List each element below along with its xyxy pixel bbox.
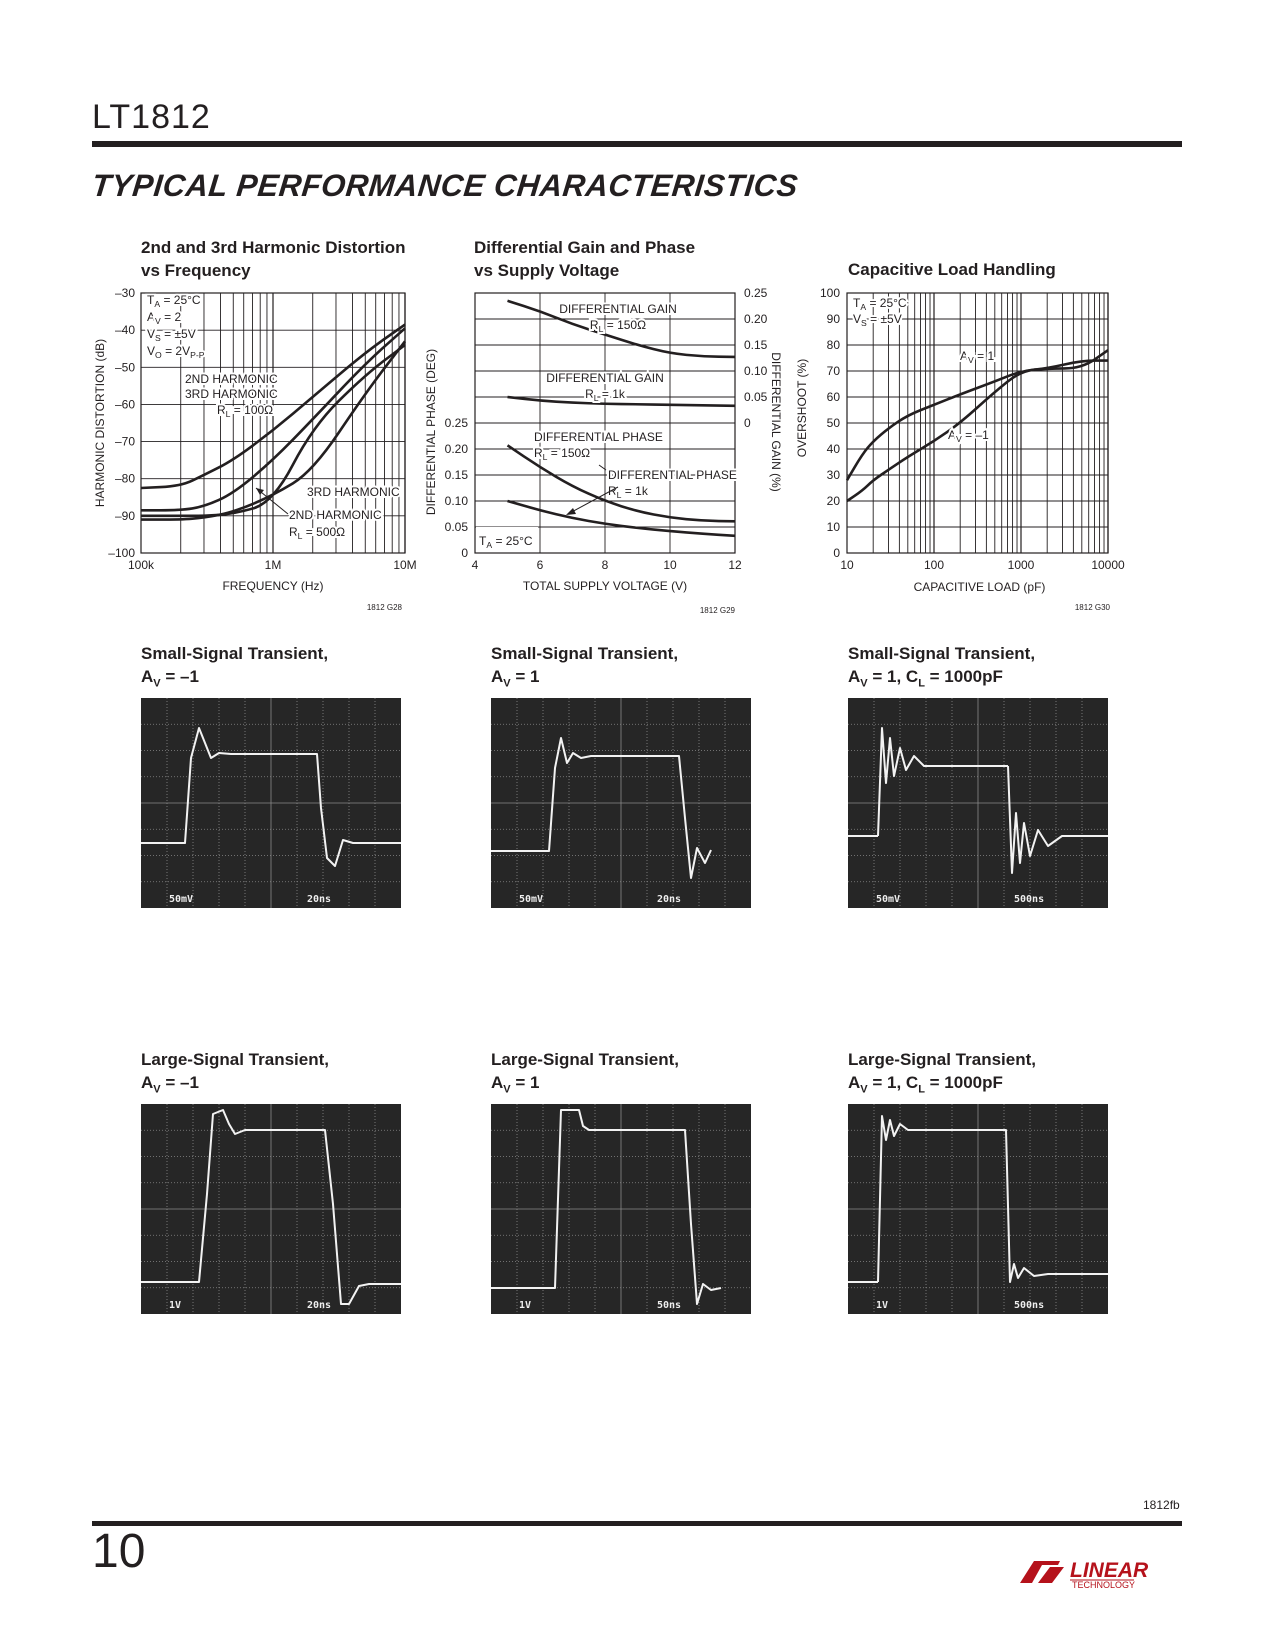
y-tick-label: 70 <box>826 364 840 378</box>
y-tick-label: –80 <box>114 471 135 486</box>
oscilloscope-screen <box>491 1104 751 1314</box>
scope-title-line: Large-Signal Transient, <box>141 1050 329 1069</box>
chart-title-line: Differential Gain and Phase <box>474 238 696 257</box>
logo-sub: TECHNOLOGY <box>1072 1580 1136 1590</box>
x-tick-label: 4 <box>471 558 479 572</box>
x-tick-label: 100k <box>127 558 155 572</box>
y-tick-label: 100 <box>819 286 840 300</box>
x-axis-label: CAPACITIVE LOAD (pF) <box>913 580 1046 594</box>
x-tick-label: 8 <box>601 558 609 572</box>
chart-title-harmonic <box>141 236 405 282</box>
x-axis-label: TOTAL SUPPLY VOLTAGE (V) <box>522 579 688 593</box>
time-per-div: 500ns <box>1014 894 1045 905</box>
part-number: LT1812 <box>92 98 211 136</box>
y-tick-label: 90 <box>826 312 840 326</box>
volts-per-div: 50mV <box>169 894 194 905</box>
y-tick-label: 30 <box>826 468 840 482</box>
page-number: 10 <box>92 1525 146 1578</box>
series-label: DIFFERENTIAL PHASE <box>534 430 663 444</box>
y-tick-label: 80 <box>826 338 840 352</box>
x-axis-label: FREQUENCY (Hz) <box>222 579 324 593</box>
doc-code: 1812fb <box>1143 1498 1180 1512</box>
y-right-tick-label: 0.05 <box>744 390 768 404</box>
y-tick-label: –30 <box>114 286 135 300</box>
y-tick-label: 20 <box>826 494 840 508</box>
y-tick-label: 0 <box>833 546 840 560</box>
oscilloscope-screen <box>141 698 401 908</box>
oscilloscope-screen <box>141 1104 401 1314</box>
x-tick-label: 10M <box>393 558 417 572</box>
annotation-label: $R_L = 100\Omega$ <box>217 403 274 419</box>
chart-title-line: 2nd and 3rd Harmonic Distortion <box>141 238 406 257</box>
series-label: DIFFERENTIAL PHASE <box>608 468 737 482</box>
scope-title-line: $A_V = -1$ <box>141 1073 199 1096</box>
leader-arrow <box>566 508 576 515</box>
y-axis-label: OVERSHOOT (%) <box>795 358 809 458</box>
y-left-tick-label: 0.05 <box>444 520 468 534</box>
volts-per-div: 1V <box>169 1300 182 1311</box>
y-tick-label: –100 <box>108 546 135 560</box>
footer-rule <box>92 1521 1182 1526</box>
x-tick-label: 12 <box>728 558 742 572</box>
y-tick-label: –90 <box>114 508 135 523</box>
scope-title <box>848 1048 1036 1101</box>
chart-title-line: Capacitive Load Handling <box>848 260 1056 279</box>
series-label: DIFFERENTIAL GAIN <box>559 302 677 316</box>
y-right-tick-label: 0.20 <box>744 312 768 326</box>
figure-code: 1812 G29 <box>699 606 735 615</box>
annotation-label: 2ND HARMONIC <box>289 508 382 522</box>
condition-label: $T_A = 25^\circ C$ <box>853 296 907 312</box>
series-line-0 <box>847 361 1108 481</box>
annotation-label: 3RD HARMONIC <box>185 387 278 401</box>
y-left-tick-label: 0 <box>461 546 468 560</box>
y-tick-label: 10 <box>826 520 840 534</box>
y-axis-label: HARMONIC DISTORTION (dB) <box>93 338 107 508</box>
chart-title-line: vs Frequency <box>141 261 251 280</box>
scope-title <box>848 642 1035 695</box>
y-left-axis-label: DIFFERENTIAL PHASE (DEG) <box>424 348 438 516</box>
y-tick-label: 50 <box>826 416 840 430</box>
time-per-div: 20ns <box>307 1300 332 1311</box>
scope-title <box>141 642 328 695</box>
scope-title-line: Small-Signal Transient, <box>141 644 329 663</box>
annotation-label: 3RD HARMONIC <box>307 485 400 499</box>
oscilloscope-screen <box>848 1104 1108 1314</box>
volts-per-div: 50mV <box>876 894 901 905</box>
logo-word: LINEAR <box>1070 1559 1149 1582</box>
scope-title <box>491 1048 679 1101</box>
y-tick-label: –40 <box>114 323 135 338</box>
time-per-div: 50ns <box>657 1300 682 1311</box>
condition-label: $A_V = 2$ <box>147 310 182 326</box>
series-label: $A_V = -1$ <box>948 428 989 444</box>
y-right-tick-label: 0.10 <box>744 364 768 378</box>
x-tick-label: 100 <box>923 558 945 572</box>
oscilloscope-screen <box>848 698 1108 908</box>
header-rule <box>92 141 1182 147</box>
y-left-tick-label: 0.20 <box>444 442 468 456</box>
series-label: $R_L = 1k$ <box>608 484 648 500</box>
condition-label: $T_A = 25^\circ C$ <box>147 293 201 309</box>
x-tick-label: 10 <box>663 558 677 572</box>
figure-code: 1812 G28 <box>366 603 402 612</box>
volts-per-div: 1V <box>876 1300 889 1311</box>
condition-label: $T_A = 25^\circ C$ <box>479 534 533 550</box>
chart-title-diffgain <box>474 236 695 282</box>
y-tick-label: 60 <box>826 390 840 404</box>
scope-title-line: Small-Signal Transient, <box>848 644 1036 663</box>
scope-title-line: $A_V = 1$ <box>491 667 540 690</box>
linear-technology-logo <box>1012 1553 1149 1593</box>
series-label: $R_L = 150\Omega$ <box>589 318 647 334</box>
time-per-div: 20ns <box>657 894 682 905</box>
x-tick-label: 1000 <box>1007 558 1035 572</box>
capacitive-load-chart <box>790 282 1140 622</box>
series-label: $R_L = 1k$ <box>585 387 625 403</box>
scope-title <box>141 1048 329 1101</box>
scope-title <box>491 642 678 695</box>
scope-title-line: $A_V = 1$, $C_L = 1000pF$ <box>848 667 1003 690</box>
leader-line <box>568 487 618 514</box>
condition-label: $V_O = 2V_{P-P}$ <box>147 344 205 360</box>
harmonic-distortion-chart <box>80 282 440 622</box>
volts-per-div: 50mV <box>519 894 544 905</box>
condition-label: $V_S = \pm 5V$ <box>853 312 902 328</box>
differential-gain-phase-chart <box>418 282 798 622</box>
x-tick-label: 10000 <box>1091 558 1125 572</box>
y-right-axis-label: DIFFERENTIAL GAIN (%) <box>769 352 783 492</box>
y-tick-label: 40 <box>826 442 840 456</box>
figure-code: 1812 G30 <box>1074 603 1110 612</box>
y-tick-label: –50 <box>114 360 135 375</box>
condition-label: $V_S = \pm 5V$ <box>147 327 196 343</box>
x-tick-label: 10 <box>840 558 854 572</box>
y-right-tick-label: 0.15 <box>744 338 768 352</box>
scope-title-line: Small-Signal Transient, <box>491 644 679 663</box>
section-title: TYPICAL PERFORMANCE CHARACTERISTICS <box>90 168 800 203</box>
scope-title-line: $A_V = -1$ <box>141 667 199 690</box>
chart-title-line: vs Supply Voltage <box>474 261 620 280</box>
annotation-label: 2ND HARMONIC <box>185 372 278 386</box>
series-label: $R_L = 150\Omega$ <box>534 446 591 462</box>
x-tick-label: 1M <box>264 558 282 572</box>
scope-title-line: Large-Signal Transient, <box>848 1050 1036 1069</box>
time-per-div: 20ns <box>307 894 332 905</box>
volts-per-div: 1V <box>519 1300 532 1311</box>
series-label: $A_V = 1$ <box>960 349 995 365</box>
time-per-div: 500ns <box>1014 1300 1045 1311</box>
scope-title-line: Large-Signal Transient, <box>491 1050 679 1069</box>
annotation-label: $R_L = 500\Omega$ <box>289 525 346 541</box>
y-left-tick-label: 0.15 <box>444 468 468 482</box>
series-label: DIFFERENTIAL GAIN <box>546 371 664 385</box>
x-tick-label: 6 <box>536 558 544 572</box>
y-right-tick-label: 0 <box>744 416 751 430</box>
scope-title-line: $A_V = 1$, $C_L = 1000pF$ <box>848 1073 1003 1096</box>
y-tick-label: –60 <box>114 397 135 412</box>
scope-title-line: $A_V = 1$ <box>491 1073 540 1096</box>
oscilloscope-screen <box>491 698 751 908</box>
y-left-tick-label: 0.25 <box>444 416 468 430</box>
series-line-1 <box>847 350 1108 501</box>
y-tick-label: –70 <box>114 434 135 449</box>
y-left-tick-label: 0.10 <box>444 494 468 508</box>
chart-title-capload <box>848 258 1056 281</box>
y-right-tick-label: 0.25 <box>744 286 768 300</box>
